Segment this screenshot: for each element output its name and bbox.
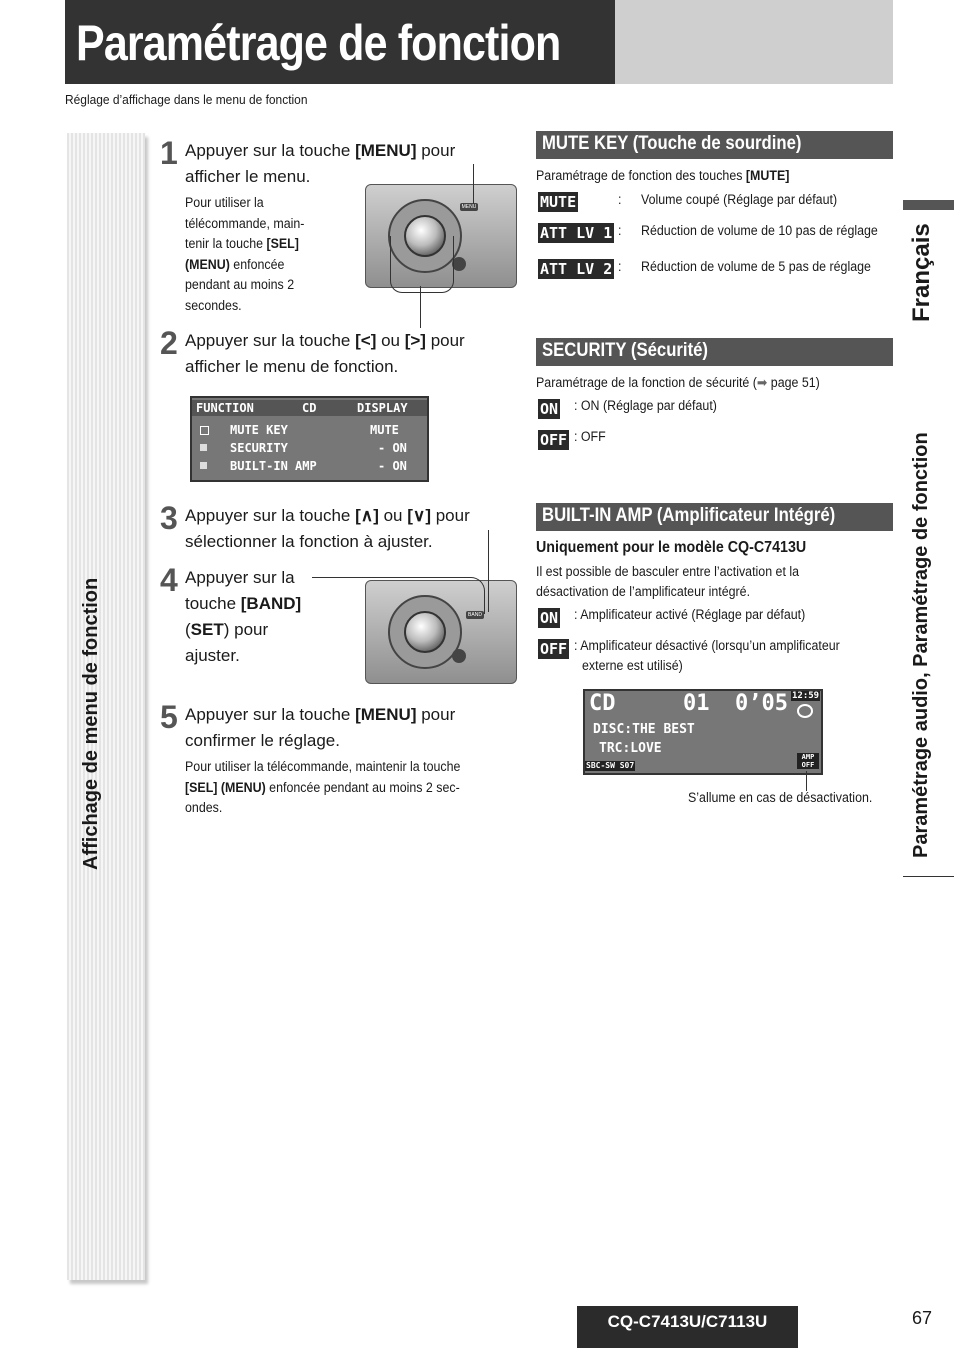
- arrow-right-icon: ➡: [756, 375, 768, 390]
- lcd-tab-row: [192, 400, 427, 416]
- security-option-text: : ON (Réglage par défaut): [574, 398, 717, 413]
- left-side-band: [67, 133, 145, 1280]
- step-3-text: Appuyer sur la touche [∧] ou [∨] pour sélectionner la fonction à ajuster.: [185, 506, 470, 551]
- function-menu-display: FUNCTION CD DISPLAY MUTE KEY MUTE SECURITY - ON BUILT-IN AMP - ON: [190, 396, 429, 482]
- mute-key-heading: MUTE KEY (Touche de sourdine): [536, 131, 893, 159]
- page-title: Paramétrage de fonction: [76, 15, 561, 71]
- amp-option-text: : Amplificateur désactivé (lorsqu’un amplificateur: [574, 638, 840, 653]
- security-heading: SECURITY (Sécurité): [536, 338, 893, 366]
- step-number: 5: [160, 699, 178, 735]
- checkbox-icon: [200, 444, 207, 451]
- model-only-note: Uniquement pour le modèle CQ-C7413U: [536, 539, 807, 556]
- checkbox-icon: [200, 462, 207, 469]
- lcd-tab-function: FUNCTION: [196, 401, 254, 415]
- page-subtitle: Réglage d’affichage dans le menu de fonction: [65, 92, 308, 107]
- step-1-text: Appuyer sur la touche [MENU] pour afficher le menu.: [185, 141, 456, 186]
- callout-bracket: [462, 577, 485, 614]
- separator: :: [618, 192, 622, 207]
- model-label: CQ-C7413U/C7113U: [577, 1306, 798, 1348]
- language-tab-marker: [903, 200, 954, 210]
- band-button: BAND: [466, 611, 484, 619]
- mute-option-tag: ATT LV 2: [540, 260, 613, 278]
- separator: :: [618, 259, 622, 274]
- callout-line: [488, 530, 489, 612]
- built-in-amp-heading: BUILT-IN AMP (Amplificateur Intégré): [536, 503, 893, 531]
- title-gray-bar: [615, 0, 893, 84]
- lcd-tab-display: DISPLAY: [357, 401, 408, 415]
- mute-intro: Paramétrage de fonction des touches [MUTE]: [536, 168, 790, 183]
- checkbox-icon: [200, 426, 209, 435]
- callout-line: [473, 164, 474, 204]
- security-option-text: : OFF: [574, 429, 606, 444]
- mute-option-text: Réduction de volume de 5 pas de réglage: [641, 259, 871, 274]
- left-band-label: Affichage de menu de fonction: [80, 577, 102, 870]
- mute-option-tag: ATT LV 1: [540, 224, 613, 242]
- step-5-note: Pour utiliser la télécommande, maintenir la touche [SEL] (MENU) enfoncée pendant au moins 2 sec- ondes.: [185, 759, 461, 815]
- callout-line: [806, 771, 807, 791]
- step-number: 3: [160, 500, 178, 536]
- callout-bracket: [390, 236, 454, 293]
- right-divider: [903, 876, 954, 877]
- mute-option-tag: MUTE: [540, 193, 577, 211]
- security-intro: Paramétrage de la fonction de sécurité (➡ page 51): [536, 375, 820, 390]
- language-label: Français: [908, 223, 935, 322]
- mute-option-text: Réduction de volume de 10 pas de réglage: [641, 223, 878, 238]
- step-1-note: Pour utiliser la télécommande, main- tenir la touche [SEL] (MENU) enfoncée pendant au moins 2 secondes.: [185, 195, 305, 313]
- separator: :: [618, 223, 622, 238]
- volume-knob: [404, 611, 446, 653]
- amp-option-tag: OFF: [540, 640, 568, 658]
- amp-caption: S’allume en cas de désactivation.: [688, 790, 873, 805]
- round-button: [452, 257, 466, 271]
- amp-option-text: : Amplificateur activé (Réglage par défaut): [574, 607, 806, 622]
- menu-button: MENU: [461, 204, 477, 210]
- head-unit-illustration: [365, 580, 517, 684]
- amp-description: Il est possible de basculer entre l’activation et la: [536, 564, 800, 579]
- step-number: 2: [160, 325, 178, 361]
- page-number: 67: [912, 1308, 933, 1328]
- cd-playback-display: CD 01 0’05 12:59 DISC:THE BEST TRC:LOVE SBC-SW S07 AMP OFF: [583, 689, 823, 775]
- amp-option-tag: ON: [540, 609, 559, 627]
- section-label: Paramétrage audio, Paramétrage de fonction: [910, 432, 932, 858]
- round-button: [452, 649, 466, 663]
- step-5-text: Appuyer sur la touche [MENU] pour confirmer le réglage.: [185, 705, 456, 750]
- callout-line: [312, 577, 462, 578]
- mute-option-text: Volume coupé (Réglage par défaut): [641, 192, 838, 207]
- amp-option-text: externe est utilisé): [582, 658, 683, 673]
- step-4-text: Appuyer sur la touche [BAND] (SET) pour ajuster.: [185, 568, 302, 665]
- step-number: 1: [160, 135, 178, 171]
- step-number: 4: [160, 562, 178, 598]
- step-2-text: Appuyer sur la touche [<] ou [>] pour afficher le menu de fonction.: [185, 331, 465, 376]
- security-option-tag: OFF: [540, 431, 568, 449]
- lcd-tab-cd: CD: [302, 401, 317, 415]
- amp-description: désactivation de l’amplificateur intégré.: [536, 584, 751, 599]
- security-option-tag: ON: [540, 400, 559, 418]
- amp-off-indicator: AMP OFF: [797, 753, 819, 769]
- disc-icon: [797, 704, 813, 718]
